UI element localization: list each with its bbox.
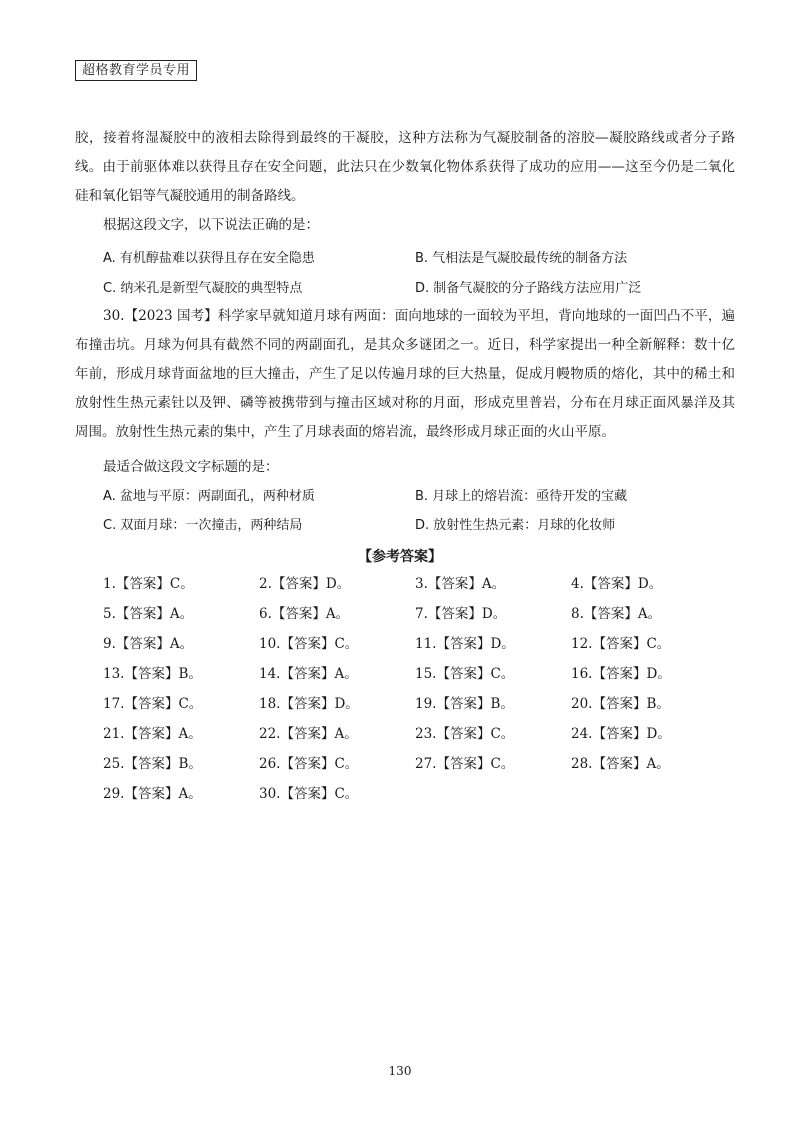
answer-item: 11.【答案】D。 [415, 636, 515, 652]
answer-item: 23.【答案】C。 [415, 726, 515, 742]
q29-option-c: C. 纳米孔是新型气凝胶的典型特点 [103, 281, 303, 296]
answer-item: 21.【答案】A。 [103, 726, 202, 742]
answer-item: 28.【答案】A。 [571, 756, 670, 772]
answer-item: 14.【答案】A。 [259, 666, 358, 682]
answer-item: 1.【答案】C。 [103, 576, 194, 592]
q30-option-d: D. 放射性生热元素：月球的化妆师 [415, 518, 616, 533]
answer-item: 24.【答案】D。 [571, 726, 671, 742]
answer-item: 25.【答案】B。 [103, 756, 202, 772]
answers-title: 【参考答案】 [358, 549, 442, 565]
answer-item: 26.【答案】C。 [259, 756, 359, 772]
answer-item: 2.【答案】D。 [259, 576, 351, 592]
answer-item: 27.【答案】C。 [415, 756, 515, 772]
answer-item: 20.【答案】B。 [571, 696, 670, 712]
header-tag: 超格教育学员专用 [75, 60, 197, 81]
answer-item: 10.【答案】C。 [259, 636, 359, 652]
q30-option-b: B. 月球上的熔岩流：亟待开发的宝藏 [415, 489, 628, 504]
q29-passage: 胶，接着将湿凝胶中的液相去除得到最终的干凝胶，这种方法称为气凝胶制备的溶胶—凝胶路线或者分子路线。由于前驱体难以获得且存在安全问题，此法只在少数氧化物体系获得了成功的应用——这至今仍是二氧化硅和氧化铝等气凝胶通用的制备路线。 [75, 130, 735, 204]
q29-option-b: B. 气相法是气凝胶最传统的制备方法 [415, 251, 628, 266]
q29-option-a: A. 有机醇盐难以获得且存在安全隐患 [103, 251, 315, 266]
page-number: 130 [388, 1064, 412, 1078]
answer-item: 9.【答案】A。 [103, 636, 194, 652]
answer-item: 19.【答案】B。 [415, 696, 514, 712]
q30-question: 最适合做这段文字标题的是： [103, 459, 279, 475]
answer-item: 13.【答案】B。 [103, 666, 202, 682]
answer-item: 7.【答案】D。 [415, 606, 507, 622]
q29-question: 根据这段文字，以下说法正确的是： [103, 217, 319, 233]
answer-item: 8.【答案】A。 [571, 606, 662, 622]
q29-option-d: D. 制备气凝胶的分子路线方法应用广泛 [415, 281, 642, 296]
answer-item: 17.【答案】C。 [103, 696, 203, 712]
answer-item: 12.【答案】C。 [571, 636, 671, 652]
answer-item: 3.【答案】A。 [415, 576, 506, 592]
q30-passage: 30.【2023 国考】科学家早就知道月球有两面：面向地球的一面较为平坦，背向地球的一面凹凸不平，遍布撞击坑。月球为何具有截然不同的两副面孔，是其众多谜团之一。近日，科学家提出一种全新解释：数十亿年前，形成月球背面盆地的巨大撞击，产生了足以传遍月球的巨大热量，促成月幔物质的熔化，其中的稀土和放射性生热元素钍以及钾、磷等被携带到与撞击区域对称的月面，形成克里普岩，分布在月球正面风暴洋及其周围。放射性生热元素的集中，产生了月球表面的熔岩流，最终形成月球正面的火山平原。 [75, 308, 735, 440]
answer-grid [103, 574, 727, 814]
answer-item: 18.【答案】D。 [259, 696, 359, 712]
answer-item: 5.【答案】A。 [103, 606, 194, 622]
answer-item: 29.【答案】A。 [103, 786, 202, 802]
answer-item: 4.【答案】D。 [571, 576, 663, 592]
answer-item: 22.【答案】A。 [259, 726, 358, 742]
answer-item: 16.【答案】D。 [571, 666, 671, 682]
answer-item: 15.【答案】C。 [415, 666, 515, 682]
answer-item: 6.【答案】A。 [259, 606, 350, 622]
q30-option-c: C. 双面月球：一次撞击，两种结局 [103, 518, 303, 533]
answer-item: 30.【答案】C。 [259, 786, 359, 802]
q30-option-a: A. 盆地与平原：两副面孔，两种材质 [103, 489, 315, 504]
